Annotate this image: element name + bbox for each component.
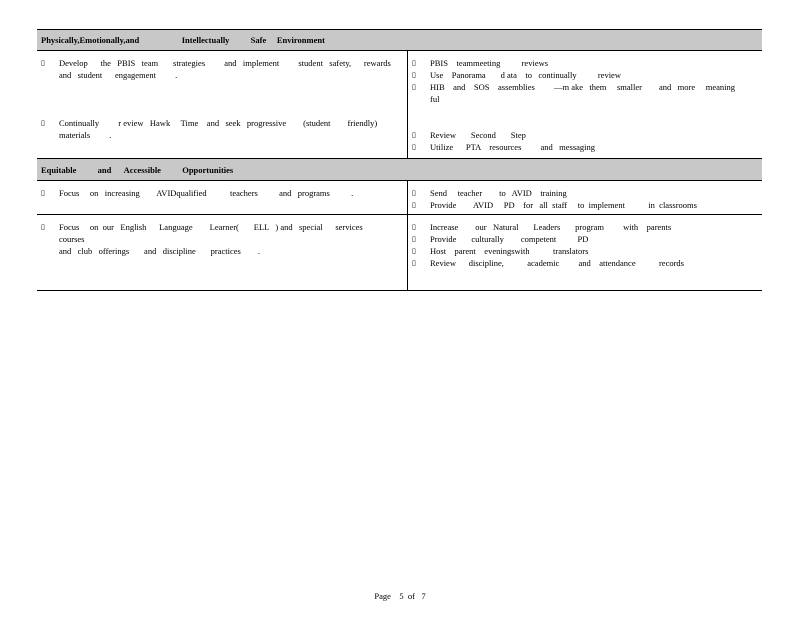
list-item [412, 69, 758, 81]
bullet-icon: ▯ [41, 189, 45, 197]
action-text: Utilize PTA resources and messaging [430, 142, 596, 152]
list-item [412, 199, 758, 211]
list-item [41, 187, 403, 199]
action-text: Review discipline, academic and attendance records [430, 258, 684, 268]
list-item [412, 129, 758, 141]
list-item [412, 57, 758, 69]
table-row [37, 181, 762, 215]
list-item [412, 233, 758, 245]
action-cell [408, 215, 762, 290]
action-text: Review Second Step [430, 130, 526, 140]
bullet-icon: ▯ [41, 119, 45, 127]
table-row [37, 51, 762, 159]
section-header-safe-environment [37, 29, 762, 51]
bullet-icon: ▯ [412, 259, 416, 267]
strategy-text: Focus on our English Language Learner( ELL ) and special services courses and club offerings and discipline practices . [59, 222, 363, 256]
table-row [37, 215, 762, 291]
bullet-icon: ▯ [412, 143, 416, 151]
bullet-icon: ▯ [412, 247, 416, 255]
strategy-text: Focus on increasing AVIDqualified teachers and programs . [59, 188, 354, 198]
list-item [41, 221, 403, 257]
strategy-text: Continually r eview Hawk Time and seek progressive (student friendly) materials . [59, 118, 378, 140]
list-item [412, 257, 758, 269]
page-number-footer: Page 5 of 7 [374, 591, 426, 601]
bullet-icon: ▯ [412, 235, 416, 243]
bullet-icon: ▯ [412, 59, 416, 67]
bullet-icon: ▯ [412, 201, 416, 209]
list-item [41, 117, 403, 141]
bullet-icon: ▯ [412, 223, 416, 231]
strategy-text: Develop the PBIS team strategies and implement student safety, rewards and student engagement . [59, 58, 391, 80]
action-text: Use Panorama d ata to continually review [430, 70, 621, 80]
action-text: Host parent eveningswith translators [430, 246, 589, 256]
strategy-cell [37, 181, 408, 214]
list-item [412, 221, 758, 233]
action-text: Increase our Natural Leaders program with parents [430, 222, 672, 232]
strategy-cell [37, 215, 408, 290]
list-item [412, 141, 758, 153]
bullet-icon: ▯ [412, 189, 416, 197]
action-text: Send teacher to AVID training [430, 188, 567, 198]
section-title: Physically,Emotionally,and Intellectually Safe Environment [41, 35, 325, 45]
bullet-icon: ▯ [412, 131, 416, 139]
list-item [41, 57, 403, 81]
action-cell [408, 51, 762, 158]
bullet-icon: ▯ [41, 223, 45, 231]
list-item [412, 187, 758, 199]
list-item [412, 81, 758, 105]
action-text: Provide AVID PD for all staff to implement in classrooms [430, 200, 697, 210]
bullet-icon: ▯ [41, 59, 45, 67]
strategy-cell [37, 51, 408, 158]
action-text: Provide culturally competent PD [430, 234, 589, 244]
list-item [412, 245, 758, 257]
bullet-icon: ▯ [412, 71, 416, 79]
action-text: HIB and SOS assemblies —m ake them smaller and more meaning ful [430, 82, 750, 104]
section-header-equitable-opportunities [37, 159, 762, 181]
plan-table [37, 29, 762, 291]
action-text: PBIS teammeeting reviews [430, 58, 549, 68]
section-title: Equitable and Accessible Opportunities [41, 164, 234, 175]
bullet-icon: ▯ [412, 83, 416, 91]
action-cell [408, 181, 762, 214]
